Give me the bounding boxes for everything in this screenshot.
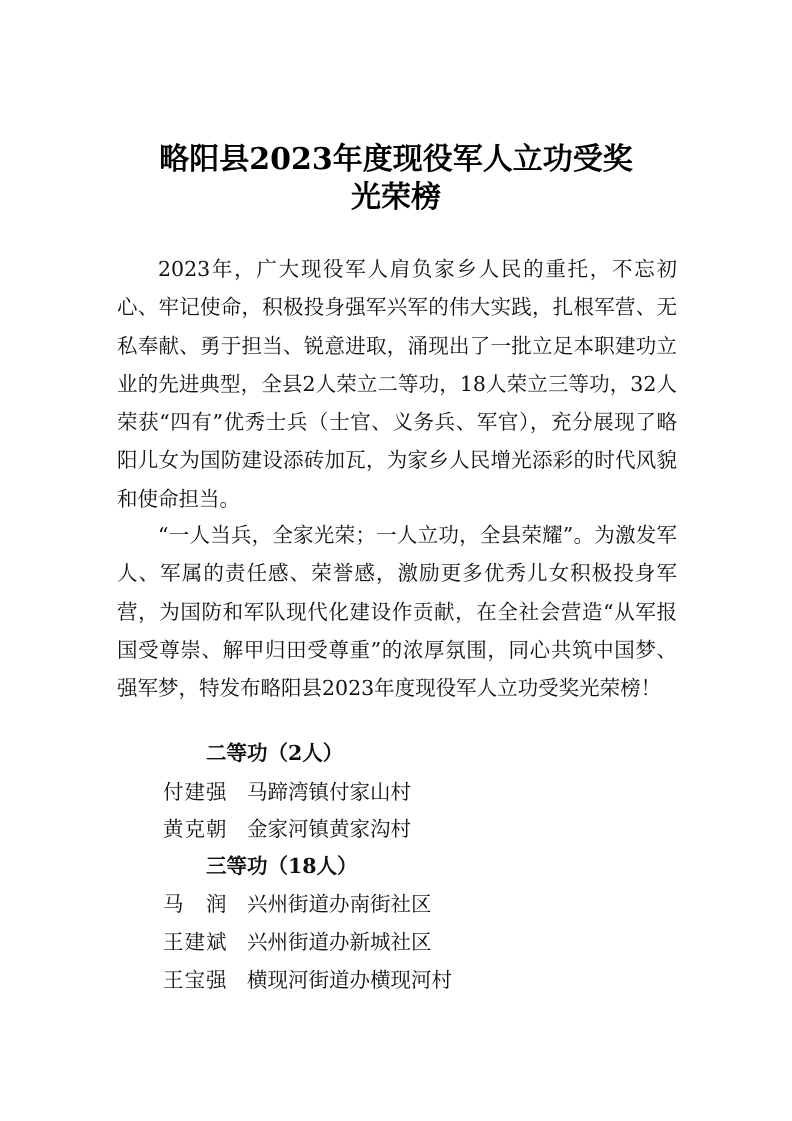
list-item [163,963,452,993]
awardee-name: 黄克朝 [163,817,228,841]
document-title: 略阳县2023年度现役军人立功受奖 [159,142,633,177]
awardee-name: 王宝强 [163,968,228,992]
awardee-name: 付建强 [163,780,228,804]
awardee-name: 马 润 [163,892,228,916]
list-item [163,775,411,805]
third-class-heading: 三等功（18人） [206,854,358,878]
awardee-place: 兴州街道办新城社区 [247,930,432,954]
awardee-place: 马蹄湾镇付家山村 [247,780,411,804]
document-subtitle: 光荣榜 [351,180,441,215]
awardee-place: 兴州街道办南街社区 [247,892,432,916]
list-item [163,812,411,842]
awardee-place: 横现河街道办横现河村 [247,968,452,992]
announcement-paragraph: “一人当兵，全家光荣；一人立功，全县荣耀”。为激发军人、军属的责任感、荣誉感，激励更多优秀儿女积极投身军营，为国防和军队现代化建设作贡献，在全社会营造“从军报国受尊崇、解甲归田受尊重”的浓厚氛围，同心共筑中国梦、强军梦，特发布略阳县2023年度现役军人立功受奖光荣榜！ [117,523,677,701]
awardee-place: 金家河镇黄家沟村 [247,817,411,841]
list-item [163,887,432,917]
second-class-heading: 二等功（2人） [206,741,344,765]
list-item [163,925,432,955]
intro-paragraph: 2023年，广大现役军人肩负家乡人民的重托，不忘初心、牢记使命，积极投身强军兴军的伟大实践，扎根军营、无私奉献、勇于担当、锐意进取，涌现出了一批立足本职建功立业的先进典型，全县2人荣立二等功，18人荣立三等功，32人荣获“四有”优秀士兵（士官、义务兵、军官），充分展现了略阳儿女为国防建设添砖加瓦，为家乡人民增光添彩的时代风貌和使命担当。 [117,257,677,511]
awardee-name: 王建斌 [163,930,228,954]
